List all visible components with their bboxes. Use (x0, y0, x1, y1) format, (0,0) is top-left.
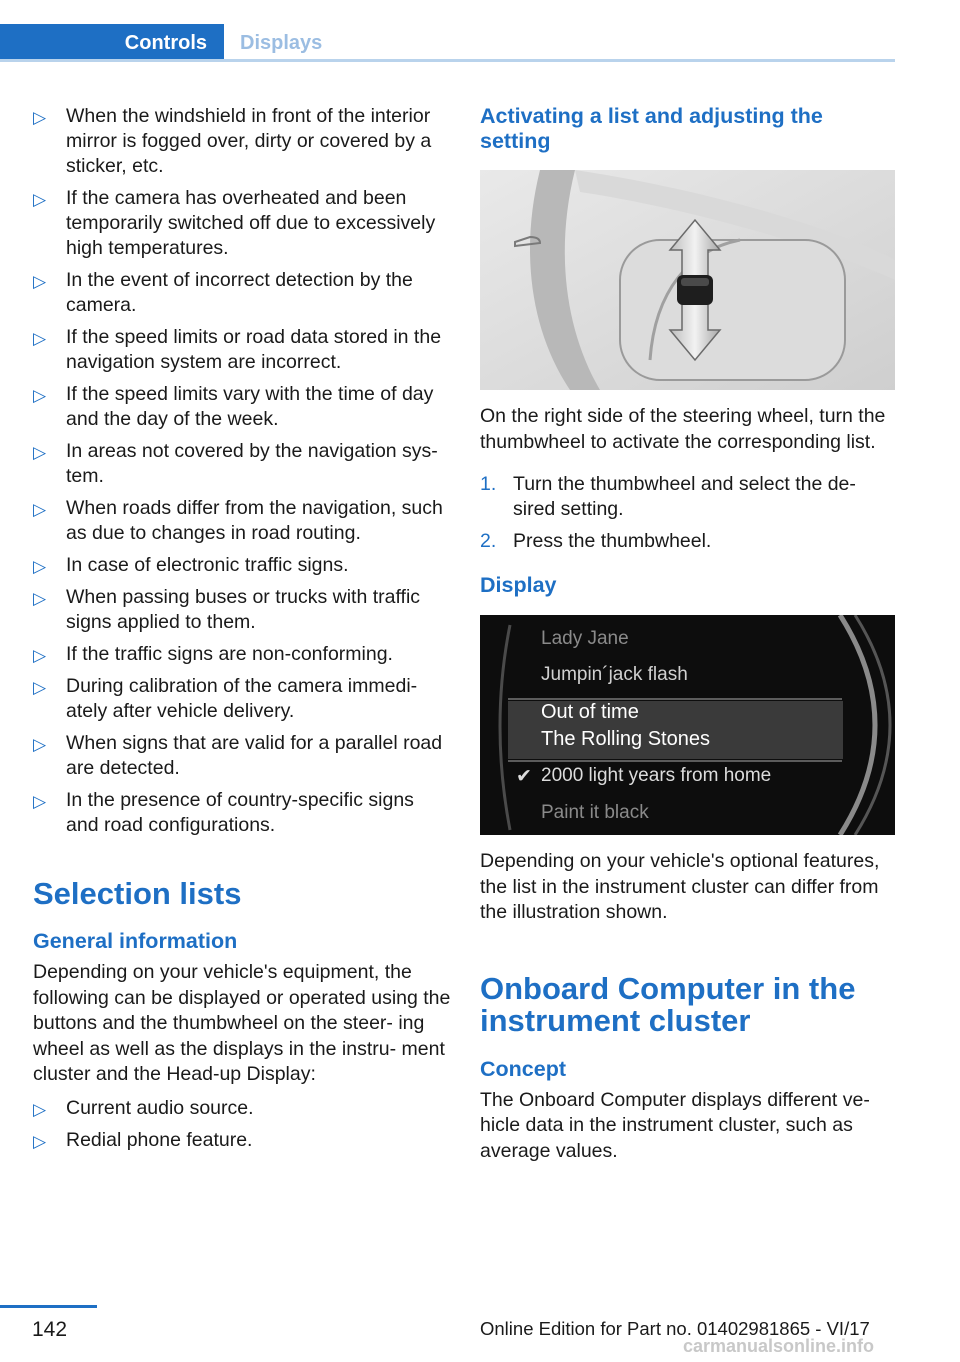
list-item: 1. Turn the thumbwheel and select the de‐ sired setting. (480, 473, 856, 520)
triangle-bullet-icon: ▷ (33, 557, 47, 576)
cluster-list-item: Lady Jane (541, 628, 629, 649)
tab-controls[interactable]: Controls (0, 24, 224, 62)
instrument-cluster-figure (480, 615, 895, 835)
list-item: ▷ If the traffic signs are non-conforming. (33, 642, 451, 667)
selection-features-list (33, 1096, 451, 1153)
header-divider (0, 59, 895, 62)
subsection-title-concept: Concept (480, 1056, 566, 1081)
watermark: carmanualsonline.info (683, 1336, 875, 1356)
step-number: 2. (480, 530, 497, 552)
list-item: ▷ Redial phone feature. (33, 1128, 451, 1153)
heading-activating-list: Activating a list and adjusting the setting (480, 104, 823, 153)
triangle-bullet-icon: ▷ (33, 589, 47, 608)
steps-list (480, 472, 896, 554)
list-item: ▷ In case of electronic traffic signs. (33, 553, 451, 578)
cluster-list-item: Paint it black (541, 802, 649, 823)
page-number: 142 (32, 1318, 68, 1341)
footer-divider (0, 1305, 97, 1308)
cluster-list-item-artist: The Rolling Stones (541, 728, 710, 750)
left-column (33, 104, 451, 1160)
triangle-bullet-icon: ▷ (33, 272, 47, 291)
heading-display: Display (480, 573, 557, 597)
list-item: ▷ In the presence of country-specific signs and road configurations. (33, 789, 414, 836)
list-item: ▷ In areas not covered by the navigation sys‐ tem. (33, 440, 438, 487)
triangle-bullet-icon: ▷ (33, 1099, 47, 1119)
section-title-onboard-computer: Onboard Computer in the instrument cluster (480, 970, 856, 1038)
thumbwheel-paragraph: On the right side of the steering wheel, turn the thumbwheel to activate the corresponding list. (480, 405, 886, 453)
list-item: ▷ In the event of incorrect detection by the camera. (33, 269, 413, 316)
thumbwheel-illustration (480, 170, 895, 390)
triangle-bullet-icon: ▷ (33, 386, 47, 405)
triangle-bullet-icon: ▷ (33, 735, 47, 754)
list-item: ▷ When passing buses or trucks with traffic signs applied to them. (33, 586, 421, 633)
triangle-bullet-icon: ▷ (33, 329, 47, 348)
triangle-bullet-icon: ▷ (33, 646, 47, 665)
limitation-list (33, 104, 451, 838)
tab-displays[interactable]: Displays (240, 31, 323, 54)
triangle-bullet-icon: ▷ (33, 500, 47, 519)
list-item: 2. Press the thumbwheel. (480, 530, 712, 552)
triangle-bullet-icon: ▷ (33, 443, 47, 462)
general-information-paragraph: Depending on your vehicle's equipment, the following can be displayed or operated using the buttons and the thumbwheel on the steer‐ ing wheel as well as the displays in the instru‐ ment cluster and the Head-up Display: (33, 961, 451, 1085)
triangle-bullet-icon: ▷ (33, 1131, 47, 1151)
check-icon: ✔ (516, 766, 532, 787)
cluster-list-item-selected: Out of time (541, 701, 639, 723)
list-item: ▷ When signs that are valid for a parallel road are detected. (33, 732, 443, 779)
list-item: ▷ If the speed limits vary with the time of day and the day of the week. (33, 383, 434, 430)
list-item: ▷ Current audio source. (33, 1096, 451, 1121)
list-item: ▷ If the speed limits or road data stored in the navigation system are incorrect. (33, 326, 442, 373)
right-column (480, 104, 896, 1164)
section-title-selection-lists: Selection lists (33, 876, 242, 911)
list-item: ▷ During calibration of the camera immedi‐ ately after vehicle delivery. (33, 675, 418, 722)
triangle-bullet-icon: ▷ (33, 190, 47, 209)
header-bar (0, 0, 895, 62)
triangle-bullet-icon: ▷ (33, 108, 47, 127)
subsection-title-general-information: General information (33, 929, 238, 953)
step-number: 1. (480, 473, 497, 495)
triangle-bullet-icon: ▷ (33, 678, 47, 697)
list-item: ▷ When roads differ from the navigation, such as due to changes in road routing. (33, 497, 443, 544)
optional-features-paragraph: Depending on your vehicle's optional features, the list in the instrument cluster can differ from the illustration shown. (480, 850, 880, 923)
steering-wheel-figure (480, 170, 895, 390)
concept-paragraph: The Onboard Computer displays different ve‐ hicle data in the instrument cluster, such as average values. (480, 1088, 870, 1162)
triangle-bullet-icon: ▷ (33, 792, 47, 811)
edition-text: Online Edition for Part no. 01402981865 - VI/17 (480, 1318, 870, 1339)
cluster-list-item: Jumpin´jack flash (541, 664, 688, 685)
list-item: ▷ When the windshield in front of the interior mirror is fogged over, dirty or covered by a sticker, etc. (33, 105, 432, 177)
cluster-list-item: 2000 light years from home (541, 765, 772, 786)
list-item: ▷ If the camera has overheated and been temporarily switched off due to excessively high temperatures. (33, 187, 436, 259)
